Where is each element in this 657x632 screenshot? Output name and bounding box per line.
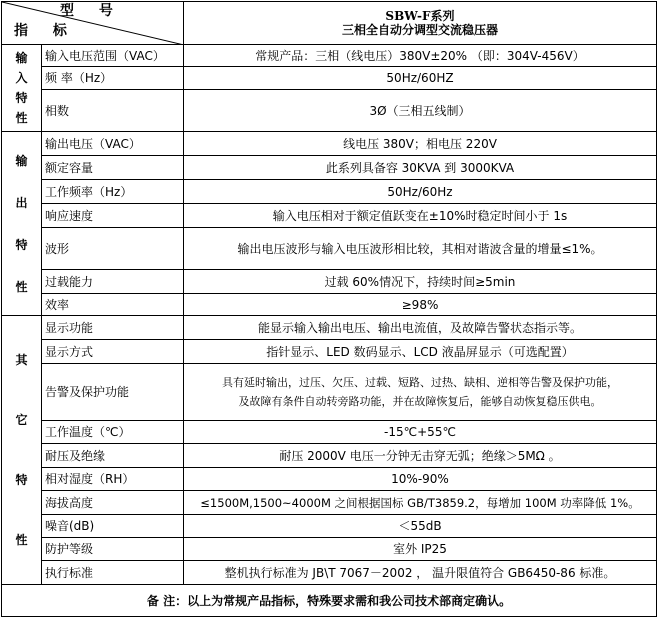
row-value: 10%-90% [184, 468, 657, 491]
row-value: 此系列具备容 30KVA 到 3000KVA [184, 156, 657, 180]
table-row [2, 491, 657, 515]
header-row [2, 2, 657, 45]
table-row [2, 340, 657, 364]
table-row [2, 421, 657, 444]
row-value: 指针显示、LED 数码显示、LCD 液晶屏显示（可选配置） [184, 340, 657, 364]
table-row [2, 561, 657, 585]
series-title: SBW-F系列 [385, 9, 455, 23]
table-row [2, 204, 657, 228]
row-label: 效率 [42, 294, 184, 316]
row-value: 线电压 380V；相电压 220V [184, 132, 657, 156]
row-label: 工作温度（℃） [42, 421, 184, 444]
row-label: 输出电压（VAC） [42, 132, 184, 156]
alarm-line-2: 及故障有条件自动转旁路功能，并在故障恢复后，能够自动恢复稳压供电。 [238, 395, 602, 408]
row-label: 波形 [42, 228, 184, 270]
row-label: 执行标准 [42, 561, 184, 585]
row-label: 显示功能 [42, 316, 184, 340]
row-value: 输入电压相对于额定值跃变在±10%时稳定时间小于 1s [184, 204, 657, 228]
table-row [2, 270, 657, 294]
row-value: 常规产品：三相（线电压）380V±20% （即：304V-456V） [184, 45, 657, 67]
row-value: ≤1500M,1500~4000M 之间根据国标 GB/T3859.2，每增加 100M 功率降低 1%。 [184, 491, 657, 515]
table-row [2, 316, 657, 340]
header-corner-cell [2, 2, 184, 45]
row-value: 输出电压波形与输入电压波形相比较，其相对谐波含量的增量≤1%。 [184, 228, 657, 270]
table-row [2, 45, 657, 67]
row-label: 耐压及绝缘 [42, 444, 184, 468]
row-value [184, 364, 657, 421]
row-label: 频 率（Hz） [42, 67, 184, 90]
product-title: 三相全自动分调型交流稳压器 [341, 23, 498, 37]
row-label: 防护等级 [42, 538, 184, 561]
other-group-label: 其 它 特 性 [2, 316, 42, 585]
row-value: ≥98% [184, 294, 657, 316]
row-label: 工作频率（Hz） [42, 180, 184, 204]
table-row [2, 294, 657, 316]
table-row [2, 180, 657, 204]
row-value: 50Hz/60Hz [184, 180, 657, 204]
row-label: 相对湿度（RH） [42, 468, 184, 491]
row-value: 3Ø（三相五线制） [184, 90, 657, 132]
table-row [2, 90, 657, 132]
row-label: 额定容量 [42, 156, 184, 180]
row-value: 能显示输入输出电压、输出电流值，及故障告警状态指示等。 [184, 316, 657, 340]
table-row [2, 156, 657, 180]
table-row [2, 515, 657, 538]
row-value: 耐压 2000V 电压一分钟无击穿无弧；绝缘＞5MΩ 。 [184, 444, 657, 468]
table-row [2, 444, 657, 468]
alarm-line-1: 具有延时输出，过压、欠压、过载、短路、过热、缺相、逆相等告警及保护功能， [222, 376, 618, 389]
footer-note: 备 注：以上为常规产品指标，特殊要求需和我公司技术部商定确认。 [2, 585, 657, 617]
row-value: ＜55dB [184, 515, 657, 538]
row-label: 响应速度 [42, 204, 184, 228]
table-row [2, 67, 657, 90]
index-label: 指 标 [14, 23, 77, 39]
table-row [2, 132, 657, 156]
row-value: 整机执行标准为 JB\T 7067－2002 ， 温升限值符合 GB6450-86 标准。 [184, 561, 657, 585]
model-label: 型 号 [60, 3, 123, 19]
header-title-cell [184, 2, 657, 45]
table-row [2, 538, 657, 561]
row-label: 相数 [42, 90, 184, 132]
row-value: 室外 IP25 [184, 538, 657, 561]
row-label: 告警及保护功能 [42, 364, 184, 421]
table-row [2, 364, 657, 421]
row-label: 海拔高度 [42, 491, 184, 515]
row-value: 过载 60%情况下，持续时间≥5min [184, 270, 657, 294]
table-row [2, 228, 657, 270]
table-row [2, 468, 657, 491]
row-label: 输入电压范围（VAC） [42, 45, 184, 67]
row-label: 噪音(dB) [42, 515, 184, 538]
footer-row [2, 585, 657, 617]
row-value: -15℃+55℃ [184, 421, 657, 444]
input-group-label: 输 入 特 性 [2, 45, 42, 132]
output-group-label: 输 出 特 性 [2, 132, 42, 316]
spec-table [1, 1, 657, 617]
row-label: 过载能力 [42, 270, 184, 294]
row-value: 50Hz/60HZ [184, 67, 657, 90]
row-label: 显示方式 [42, 340, 184, 364]
